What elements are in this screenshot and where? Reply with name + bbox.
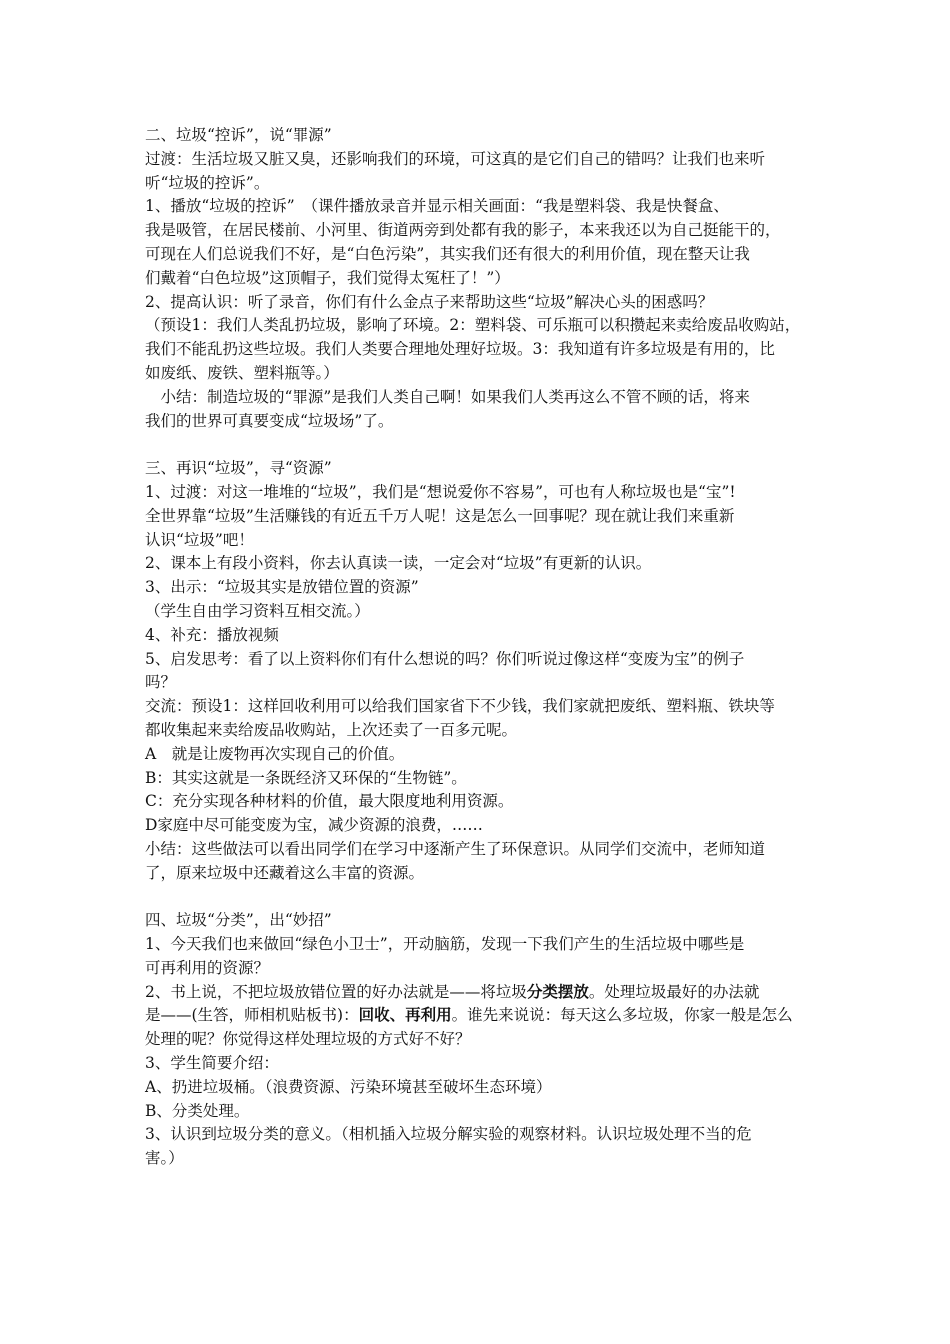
s2-preset-line-2: 我们不能乱扔这些垃圾。我们人类要合理地处理好垃圾。3：我知道有许多垃圾是有用的，比 (145, 340, 775, 359)
s2-item1-line-1: 1、播放“垃圾的控诉” （课件播放录音并显示相关画面：“我是塑料袋、我是快餐盒、 (145, 197, 729, 216)
s3-summary-line-1: 小结：这些做法可以看出同学们在学习中逐渐产生了环保意识。从同学们交流中，老师知道 (145, 839, 766, 858)
s4-item2-text-c: 。处理垃圾最好的办法就 (588, 982, 760, 1001)
s4-item3-b: B、分类处理。 (145, 1101, 250, 1120)
s4-item3-a: A、扔进垃圾桶。（浪费资源、污染环境甚至破坏生态环境） (145, 1077, 552, 1096)
s4-item3c-line-1: 3、认识到垃圾分类的意义。（相机插入垃圾分解实验的观察材料。认识垃圾处理不当的危 (145, 1125, 752, 1144)
s2-item1-line-3: 可现在人们总说我们不好，是“白色污染”，其实我们还有很大的利用价值，现在整天让我 (145, 244, 750, 263)
s4-item1-line-2: 可再利用的资源？ (145, 958, 270, 977)
s4-item2-text-e: 。谁先来说说：每天这么多垃圾，你家一般是怎么 (451, 1006, 793, 1025)
s4-item1-line-1: 1、今天我们也来做回“绿色小卫士”，开动脑筋，发现一下我们产生的生活垃圾中哪些是 (145, 935, 745, 954)
s2-summary-line-1: 小结：制造垃圾的“罪源”是我们人类自己啊！如果我们人类再这么不管不顾的话，将来 (145, 387, 750, 406)
s3-item3-note: （学生自由学习资料互相交流。） (145, 601, 370, 620)
s2-item1-line-4: 们戴着“白色垃圾”这顶帽子，我们觉得太冤枉了！”） (145, 268, 510, 287)
s4-item2-line-1 (145, 981, 815, 1005)
s4-item2-line-3: 处理的呢？你觉得这样处理垃圾的方式好不好？ (145, 1030, 471, 1049)
s4-item3c-line-2: 害。） (145, 1149, 184, 1168)
s2-transition-line-2: 听“垃圾的控诉”。 (145, 173, 270, 192)
s4-keyword-sort: 分类摆放 (526, 982, 589, 1001)
s2-item2: 2、提高认识：听了录音，你们有什么金点子来帮助这些“垃圾”解决心头的困惑吗？ (145, 292, 714, 311)
paragraph-gap (145, 433, 815, 457)
s3-point-c: C：充分实现各种材料的价值，最大限度地利用资源。 (145, 792, 514, 811)
s4-item2-text-a: 2、书上说，不把垃圾放错位置的好办法就是——将垃圾 (145, 982, 527, 1001)
s2-item1-line-2: 我是吸管，在居民楼前、小河里、街道两旁到处都有我的影子，本来我还以为自己挺能干的， (145, 221, 781, 240)
s2-preset-line-1: （预设1：我们人类乱扔垃圾，影响了环境。2：塑料袋、可乐瓶可以积攒起来卖给废品收购站， (145, 316, 801, 335)
s3-item1-line-1: 1、过渡：对这一堆堆的“垃圾”，我们是“想说爱你不容易”，可也有人称垃圾也是“宝”! (145, 482, 736, 501)
s3-exchange-line-1: 交流：预设1：这样回收利用可以给我们国家省下不少钱，我们家就把废纸、塑料瓶、铁块等 (145, 697, 775, 716)
paragraph-gap (145, 886, 815, 910)
s2-summary-line-2: 我们的世界可真要变成“垃圾场”了。 (145, 411, 394, 430)
s4-item2-text-d: 是——(生答，师相机贴板书)： (145, 1006, 359, 1025)
s4-keyword-recycle: 回收、再利用 (358, 1006, 452, 1025)
s3-item4: 4、补充：播放视频 (145, 625, 279, 644)
s3-item3: 3、出示：“垃圾其实是放错位置的资源” (145, 578, 419, 597)
s3-point-d: D家庭中尽可能变废为宝，减少资源的浪费，…… (145, 816, 483, 835)
s3-item5-line-2: 吗？ (145, 673, 177, 692)
section-3-heading: 三、再识“垃圾”，寻“资源” (145, 459, 332, 478)
s3-point-b: B：其实这就是一条既经济又环保的“生物链”。 (145, 768, 467, 787)
s3-summary-line-2: 了，原来垃圾中还藏着这么丰富的资源。 (145, 863, 425, 882)
s3-item1-line-3: 认识“垃圾”吧！ (145, 530, 254, 549)
s3-item5-line-1: 5、启发思考：看了以上资料你们有什么想说的吗？你们听说过像这样“变废为宝”的例子 (145, 649, 745, 668)
s3-item2: 2、课本上有段小资料，你去认真读一读，一定会对“垃圾”有更新的认识。 (145, 554, 652, 573)
section-4-heading: 四、垃圾“分类”，出“妙招” (145, 911, 332, 930)
s4-item2-line-2 (145, 1004, 815, 1028)
s3-item1-line-2: 全世界靠“垃圾”生活赚钱的有近五千万人呢！这是怎么一回事呢？现在就让我们来重新 (145, 506, 735, 525)
s3-exchange-line-2: 都收集起来卖给废品收购站，上次还卖了一百多元呢。 (145, 720, 518, 739)
s4-item3: 3、学生简要介绍： (145, 1054, 279, 1073)
s2-preset-line-3: 如废纸、废铁、塑料瓶等。） (145, 363, 339, 382)
s3-point-a: A 就是让废物再次实现自己的价值。 (145, 744, 405, 763)
s2-transition-line-1: 过渡：生活垃圾又脏又臭，还影响我们的环境，可这真的是它们自己的错吗？让我们也来听 (145, 149, 766, 168)
document-body (145, 124, 815, 1171)
section-2-heading: 二、垃圾“控诉”，说“罪源” (145, 126, 332, 144)
